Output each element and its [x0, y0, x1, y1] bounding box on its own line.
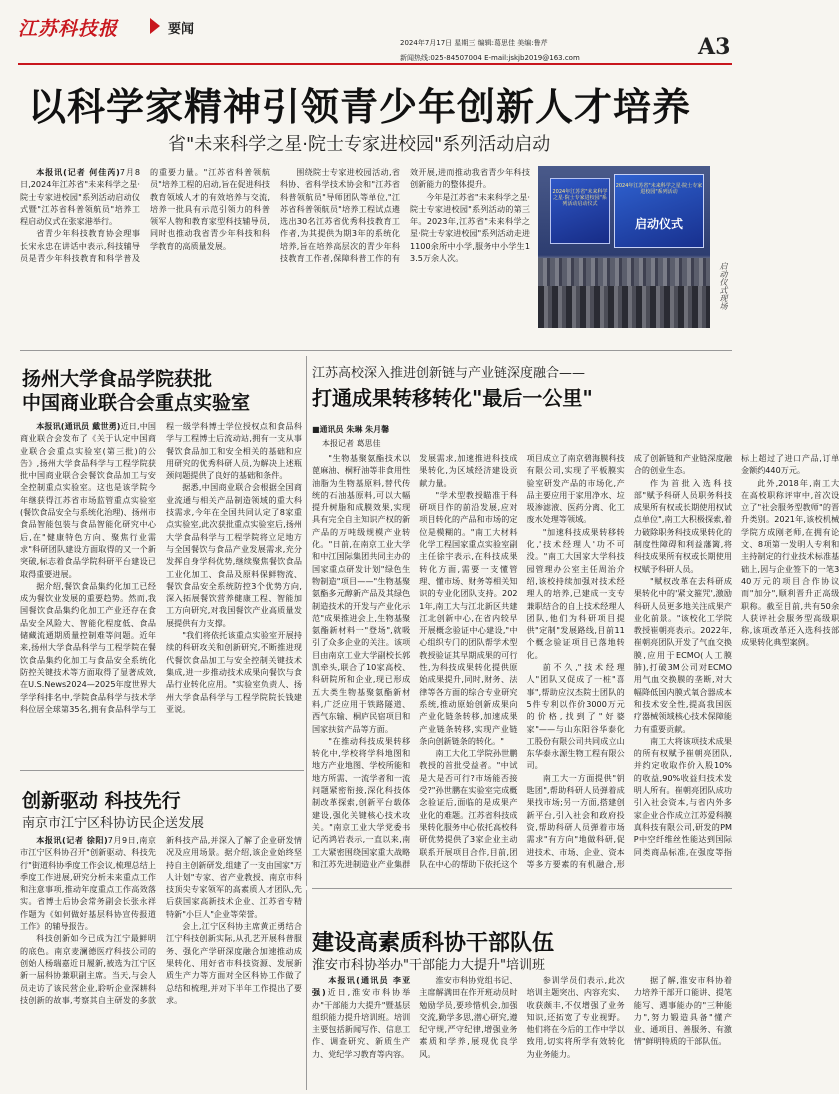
article1-p2: 省青少年科技教育协会理事长宋永忠在讲话中表示,科技辅导员是青少年科技教育和科学普及的重要力量。"江苏省科普领航员"培养工程的启动,旨在促进科技教育领域人才的有效培养与交流,培养一批具有示范引领力的科普领军人物和教育家型科技辅导员,同时也推动我省青少年科技和科学教育的高质量发展。 — [20, 167, 270, 264]
date-line: 2024年7月17日 星期三 编辑:葛思佳 美编:鲁芹 — [400, 39, 548, 47]
article2-title1: 扬州大学食品学院获批 — [22, 368, 213, 390]
article3-p6: 前不久,"技术经理人"团队又促成了一桩"喜事",帮助应汉杰院士团队的5件专利以作价3000万元的价格,找到了"好婆家"——与山东阳谷华泰化工股份有限公司共同成立山东华泰永源生物工程有限公司。 — [526, 662, 625, 771]
article5-body — [312, 974, 732, 1086]
article2-p1: 近日,中国商业联合会发布了《关于认定中国商业联合会重点实验室(第三批)的公告》,扬州大学食品科学与工程学院获批中国商业联合会餐饮食品加工与安全控制重点实验室。这也是该学院今年继获得江苏省市场监管重点实验室(餐饮食品安全与系统化治理)、扬州市食品智能包装与食品智能化研究中心后,在"健康特色方向、聚焦行业需求"科研团队建设方面取得的又一个新突破,标志着食品学院科研平台建设已取得重要进展。 — [20, 421, 156, 579]
article3-p4: 南工大化工学院孙世鹏教授的首批受益者。"中试是大是否可行?市场能否接受?"孙世鹏在实验室完成概念验证后,面临的是成果产业化的难题。江苏省科技成果转化服务中心依托高校科研优势提供了3家企业主动联系开展项目合作,目前,团队在中心的帮助下依托这个项目成立了南京碧海膜科技有限公司,实现了平板膜实验室研发产品的市场化,产品主要应用于家用净水、垃圾渗滤液、医药分离、化工废水处理等领域。 — [419, 453, 625, 869]
article1-p1: 7月8日,2024年江苏省"未来科学之星·院士专家进校园"系列活动启动仪式暨"江苏省科普领航员"培养工程启动仪式在张家港举行。 — [20, 167, 140, 227]
article1-p4: 今年是江苏省"未来科学之星·院士专家进校园"系列活动的第三年。2023年,江苏省"未来科学之星·院士专家进校园"系列活动走进1100余所中小学,服务中小学生13.5万余人次。 — [410, 191, 530, 264]
article5-title2: 淮安市科协举办"干部能力大提升"培训班 — [312, 958, 545, 973]
page-number: A3 — [698, 34, 731, 60]
article3-title1: 江苏高校深入推进创新链与产业链深度融合—— — [312, 366, 586, 381]
screen-main-text: 2024年江苏省"未来科学之星·院士专家进校园"系列活动 — [615, 183, 703, 195]
article3-p5: "加速科技成果转移转化,'技术经理人'功不可没。"南工大国家大学科技园管理办公室主任周治介绍,该校持续加强对技术经理人的培养,已建成一支专兼职结合的自上技术经理人团队,他们为科研项目提供"定制"发展路线,目前11个概念验证项目已落地转化。 — [526, 526, 625, 660]
article5-p3: 参训学员们表示,此次培训主题突出、内容充实、收获颇丰,不仅增强了业务知识,还拓宽了专业视野。他们将在今后的工作中学以致用,切实将所学有效转化为业务能力。 — [526, 975, 625, 1059]
article2-body — [20, 420, 302, 760]
contact-line: 新闻热线:025-84507004 E-mail:jskjb2019@163.com — [400, 54, 580, 62]
article3-p3: "学术型教授瞄准于科研项目作的前沿发展,应对项目转化的产品和市场的定位是模糊的。"南工大材料化学工程国家重点实验室副主任徐宇表示,在科技成果转化方面,需要一支懂管理、懂市场、财务等相关知识的专业化团队支持。2021年,南工大与江北新区共建江北创新中心,在省内较早开展概念验证中心建设,"中心组织专门的团队帮学术型教授验证其早期成果的可行性,为科技成果转化提供原始成果提升,同时,财务、法律等各方面的综合专业研究系统,推动原始创新成果向产业化链条转移,加速成果产业链条转移,实现产业链条向创新链条的转化。" — [419, 489, 518, 746]
article3-p9: "赋权改革在去科研成果转化中的'紧文箍咒',激励科研人员更多地关注成果产业化前景。"该校化工学院教授崔朝亮表示。2022年,崔朝亮团队开发了气血交换膜,应用于ECMO(人工膜肺),打破3M公司对ECMO用气血交换膜的垄断,对大幅降低国内膜式氧合器成本和技术安全性,提高我国医疗器械领域核心技术保障能力有重要贡献。 — [633, 575, 732, 734]
article4-title2: 南京市江宁区科协访民企送发展 — [22, 816, 205, 831]
photo-caption: 启动仪式现场 — [719, 262, 728, 310]
main-headline: 以科学家精神引领青少年创新人才培养 — [28, 85, 692, 129]
article2-p2: 据介绍,餐饮食品集约化加工已经成为餐饮业发展的重要趋势。然而,我国餐饮食品集约化加工产业还存在食品安全风险大、智能化程度低、食品储藏流通期质量控制难等问题。近年来,扬州大学食品科学与工程学院在餐饮食品集约化加工与食品安全系统化防控关键技术等方面取得了显著成效,在U.S.News2024—2025年度世界大学学科排名中,学院食品科学与技术学科位居全球第35名,拥有食品科学与工程一级学科博士学位授权点和食品科学与工程博士后流动站,拥有一支从事餐饮食品加工和安全相关的基础和应用研究的优秀科研人员,为解决上述瓶颈问题提供了良好的基础和条件。 — [20, 421, 302, 714]
article3-p10: 南工大将该项技术成果的所有权赋予崔朝亮团队,并约定收取作价入股10%的收益,90%收益归技术发明人所有。崔朝亮团队成功引入社会资本,与省内外多家企业合作成立江苏爱科膜真科技有限公司,研发的PMP中空纤维丝性能达到国际同类商品标准,在强度等指标上超过了进口产品,订单金额约440万元。 — [633, 453, 839, 857]
article3-p8: 作为首批入选科技部"赋予科研人员职务科技成果所有权或长期使用权试点单位",南工大积极探索,着力破除职务科技成果转化的制度性障碍和利益藩篱,将科技成果所有权或长期使用权赋予科研人员。 — [633, 477, 732, 574]
article3-divider — [312, 888, 732, 889]
article4-p3: 会上,江宁区科协主席黄正勇结合江宁科技创新实际,从孔艺开展科普服务、强化产学研深度融合加速推动成果转化、用好省市科技资源、发展新质生产力等方面对全区科协工作做了总结和梳理,并对下半年工作提出了要求。 — [166, 921, 302, 1005]
article2-p4: "我们将依托该重点实验室开展持续的科研攻关和创新研究,不断推进现代餐饮食品加工与安全控制关键技术集成,进一步推动技术成果向餐饮与食品行业转化应用。"实验室负责人、扬州大学食品科学与工程学院院长钱建亚说。 — [166, 630, 302, 714]
main-subheadline: 省"未来科学之星·院士专家进校园"系列活动启动 — [168, 134, 551, 155]
article4-p1: 7月9日,南京市江宁区科协召开"创新驱动、科技先行"街道科协季度工作会议,梳理总结上季度工作进展,研究分析未来重点工作和注意事项,推动年度重点工作高效落实。省博士后协会常务副会长张永祥作题为《如何做好基层科协宣传报道工作》的辅导报告。 — [20, 835, 157, 932]
article5-lead: 本报讯(通讯员 李亚强) — [312, 975, 411, 998]
column-divider-lower — [306, 890, 307, 1090]
section-title: 要闻 — [168, 22, 195, 37]
article2-lead: 本报讯(通讯员 戴世勇) — [36, 421, 121, 431]
article5-p4: 据了解,淮安市科协着力培养干部开口能讲、提笔能写、遇事能办的"三种能力",努力锻造具备"懂产业、通项目、善服务、有激情"鲜明特质的干部队伍。 — [633, 975, 732, 1047]
article3-p7: 南工大一方面提供"钥匙团",帮助科研人员弹着成果找市场;另一方面,搭建创新平台,引入社会和政府投资,帮助科研人员弹着市场需求"有方向"地做科研,促进技术、市场、企业、资本等多方要素的有机融合,形成了创新链和产业链深度融合的创业生态。 — [526, 453, 732, 869]
article1-lead: 本报讯(记者 何佳芮) — [36, 167, 120, 177]
article5-p2: 淮安市科协党组书记、主席解满田在作开班动员时勉励学员,要珍惜机会,加强交流,勤学多思,潜心研究,遵纪守规,严守纪律,增强业务素质和学养,展现优良学风。 — [419, 975, 518, 1059]
article3-title2: 打通成果转移转化"最后一公里" — [312, 386, 593, 410]
screen-left-text: 2024年江苏省"未来科学之星·院士专家进校园"系列活动启动仪式 — [552, 189, 608, 207]
stage-screen-left — [550, 178, 610, 244]
header-divider — [18, 63, 732, 65]
article3-p11: 此外,2018年,南工大在高校职称评审中,首次设立了"社会服务型教师"的晋升类别。2021年,该校机械学院方成刚老师,在拥有论文、8项第一发明人专利和主持制定的行业技术标准基础上,因与企业签下的一笔340万元的项目合作协议而"加分",顺利晋升正高级职称。截至目前,共有50余人获评社会服务型高级职称,该项改革还入选科技部成果转化典型案例。 — [741, 477, 839, 648]
article3-intern: 本报记者 葛思佳 — [322, 439, 381, 448]
stage-screen-main — [614, 174, 704, 248]
launch-ceremony-photo — [538, 166, 710, 328]
article5-p1: 近日,淮安市科协举办"干部能力大提升"暨基层组织能力提升培训班。培训主要包括新闻写作、信息工作、调查研究、新质生产力、党纪学习教育等内容。 — [312, 987, 411, 1059]
article2-divider — [20, 770, 304, 771]
article2-p3: 据悉,中国商业联合会根据全国商业流通与相关产品制造领域的重大科技需求,今年在全国共同认定了8家重点实验室,此次获批重点实验室后,扬州大学食品科学与工程学院将立足地方与全国餐饮与食品产业发展需求,充分发挥自身学科优势,继续聚焦餐饮食品工业化加工、食品及原料保鲜物流、餐饮食品安全系统防控3个优势方向,深入拓展餐饮营养健康工程、智能加工方向研究,对我国餐饮产业高质量发展提供有力支撑。 — [166, 482, 302, 628]
section-divider — [20, 350, 732, 351]
screen-main-title: 启动仪式 — [634, 217, 683, 231]
article1-p3: 围绕院士专家进校园活动,省科协、省科学技术协会和"江苏省科普领航员"导师团队等单位,"江苏省科普领航员"培养工程试点遴选出30名江苏省优秀科技教育工作者,为其提供为期3年的系统化培养,旨在培养高层次的青少年科技教育工作者,保障科普工作的有效开展,进而推动我省青少年科技创新能力的整体提升。 — [280, 167, 530, 264]
audience-rows — [538, 286, 710, 328]
column-divider — [306, 356, 307, 886]
article5-title1: 建设高素质科协干部队伍 — [312, 931, 555, 956]
article1-body — [20, 166, 530, 344]
article3-p1: "生物基聚氨酯技术以蓖麻油、桐籽油等非食用性油脂为生物基原料,替代传统的石油基原料,可以大幅提升树脂和成膜效果,实现具有完全自主知识产权的新产品的万吨级规模产业转化。"日前,在南京工业大学和中江国际集团共同主办的国家重点研发计划"绿色生物制造"项目——"生物基聚氨酯多元醇新产品及其绿色制造技术的开发与产业化示范"成果推进会上,生物基聚氨酯新材料一"登场",就吸引了众多企业的关注。该项目由南京工业大学副校长郭凯牵头,联合了10家高校、科研院所和企业,现已形成五大类生物基聚氨酯新材料,广泛应用于铁路隧道、西气东输、桐庐民宿项目和国家扶贫产品等方面。 — [312, 453, 411, 734]
article4-p2: 科技创新如今已成为江宁最鲜明的底色。南京麦澜德医疗科技公司的创始人杨瑞嘉近日履新,被选为江宁区新一届科协兼职副主席。当天,与会人员走访了该民营企业,聆听企业深耕科技创新的故事,考察其自主研发的多款新科技产品,并深入了解了企业研发情况及应用场景。据介绍,该企业始终坚持自主创新研发,组建了一支由国家"万人计划"专家、省产业教授、南京市科技顶尖专家领军的高素质人才团队,先后获国家高新技术企业、江苏省专精特新"小巨人"企业等荣誉。 — [20, 835, 302, 1005]
section-marker-icon — [150, 18, 160, 34]
article4-title1: 创新驱动 科技先行 — [22, 790, 181, 812]
article3-p2: "在推动科技成果转移转化中,学校将学科地图和地方产业地图、学校所能和地方所需、一流学者和一流问题紧密衔接,深化科技体制改革探索,创新平台载体建设,强化关键核心技术攻关。"南京工业大学党委书记芮鸿岩表示,一直以来,南工大紧密围绕国家重大战略和江苏先进制造业产业集群发展需求,加速推进科技成果转化,为区域经济建设贡献力量。 — [312, 453, 518, 869]
article4-body — [20, 834, 302, 1086]
article2-title2: 中国商业联合会重点实验室 — [22, 392, 251, 414]
article3-body — [312, 452, 839, 880]
article4-lead: 本报讯(记者 徐阳) — [36, 835, 108, 845]
article3-reporters: ■通讯员 朱琳 朱月馨 — [312, 425, 390, 434]
brand-logo: 江苏科技报 — [18, 18, 119, 40]
